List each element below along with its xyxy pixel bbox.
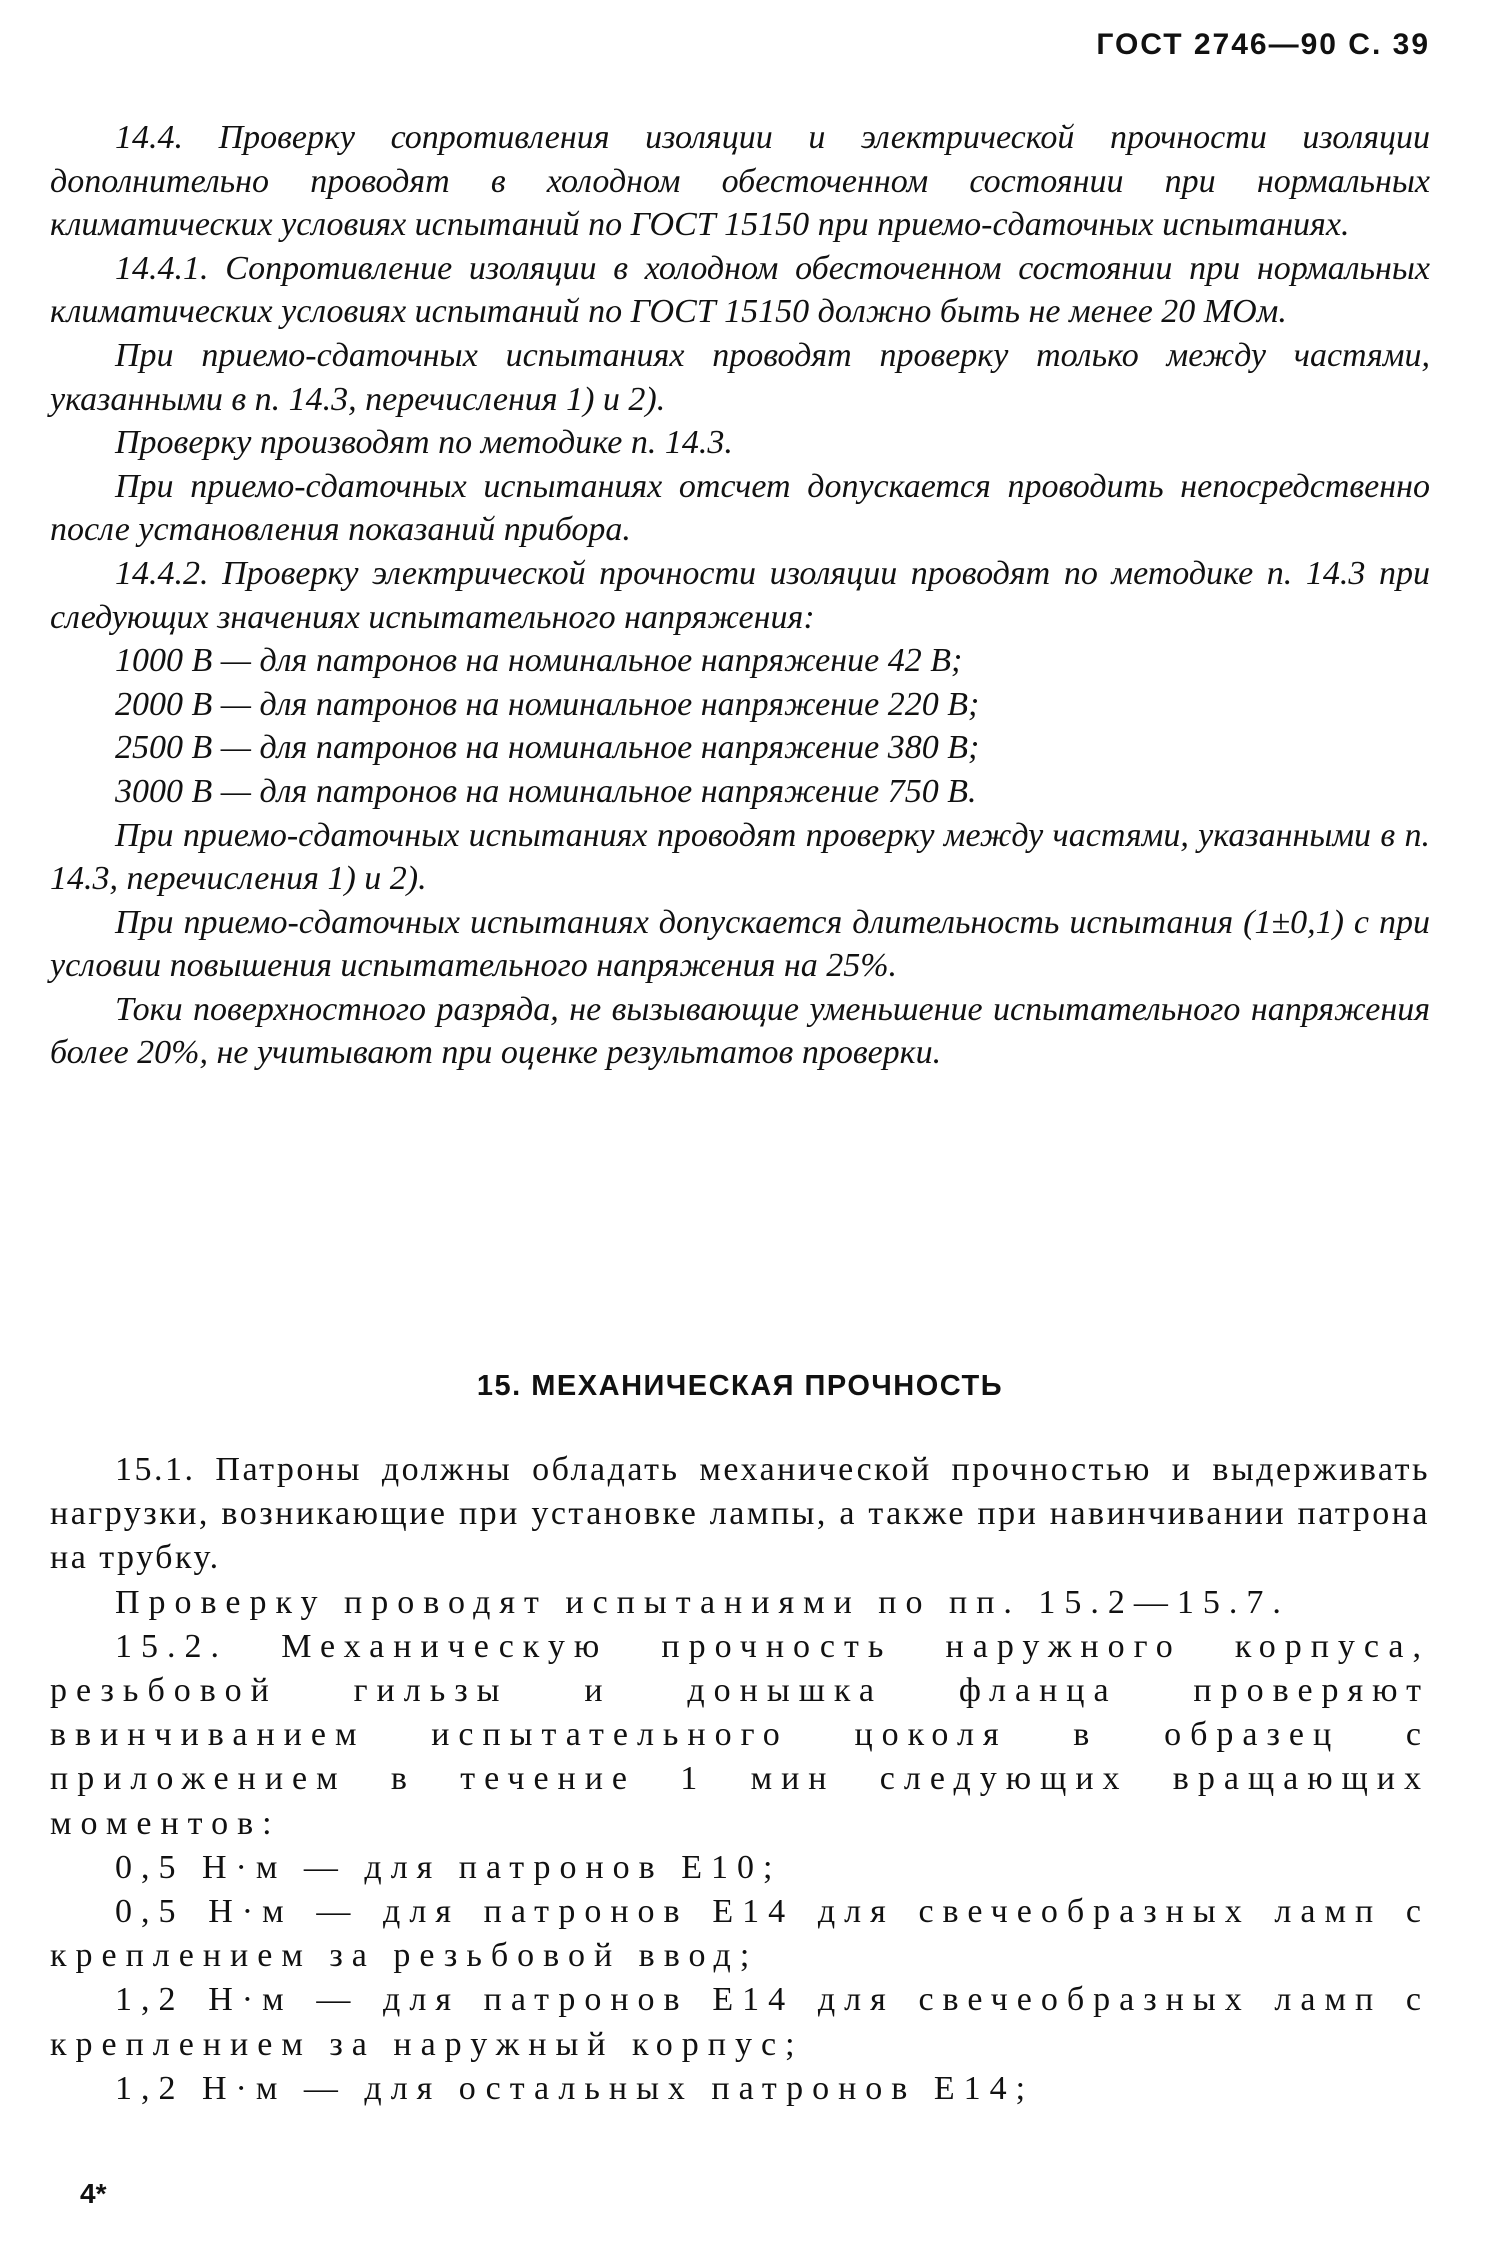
paragraph: Проверку производят по методике п. 14.3. <box>115 424 733 462</box>
paragraph-15-2: 15.2. Механическую прочность наружного корпуса, резьбовой гильзы и донышка фланца проверяют ввинчиванием испытательного цоколя в образец с приложением в течение 1 мин следующих вращающих моментов: <box>50 1627 1430 1842</box>
paragraph-14-4-2: 14.4.2. Проверку электрической прочности изоляции проводят по методике п. 14.3 при следующих значениях испытательного напряжения: <box>50 554 1430 636</box>
running-header: ГОСТ 2746—90 С. 39 <box>1096 28 1430 61</box>
list-item: 2500 В — для патронов на номинальное напряжение 380 В; <box>115 729 980 767</box>
list-item: 1,2 Н·м — для патронов Е14 для свечеобразных ламп с креплением за наружный корпус; <box>50 1981 1430 2063</box>
list-item: 0,5 Н·м — для патронов Е14 для свечеобразных ламп с креплением за резьбовой ввод; <box>50 1893 1430 1975</box>
list-item: 1000 В — для патронов на номинальное напряжение 42 В; <box>115 642 963 680</box>
paragraph-14-4: 14.4. Проверку сопротивления изоляции и электрической прочности изоляции дополнительно проводят в холодном обесточенном состоянии при нормальных климатических условиях испытаний по ГОСТ 15150 при приемо-сдаточных испытаниях. <box>50 119 1430 244</box>
section-14-text <box>50 116 1430 1075</box>
signature-mark: 4* <box>80 2178 107 2209</box>
paragraph-14-4-1: 14.4.1. Сопротивление изоляции в холодном обесточенном состоянии при нормальных климатических условиях испытаний по ГОСТ 15150 должно быть не менее 20 МОм. <box>50 249 1430 331</box>
list-item: 1,2 Н·м — для остальных патронов Е14; <box>115 2069 1035 2107</box>
paragraph: Проверку проводят испытаниями по пп. 15.2—15.7. <box>115 1583 1290 1621</box>
document-page <box>50 0 1430 2243</box>
paragraph: При приемо-сдаточных испытаниях допускается длительность испытания (1±0,1) с при условии повышения испытательного напряжения на 25%. <box>50 903 1430 985</box>
list-item: 2000 В — для патронов на номинальное напряжение 220 В; <box>115 685 980 723</box>
paragraph: При приемо-сдаточных испытаниях отсчет допускается проводить непосредственно после установления показаний прибора. <box>50 467 1430 549</box>
list-item: 0,5 Н·м — для патронов Е10; <box>115 1848 782 1886</box>
paragraph-15-1: 15.1. Патроны должны обладать механической прочностью и выдерживать нагрузки, возникающие при установке лампы, а также при навинчивании патрона на трубку. <box>50 1451 1430 1577</box>
paragraph: При приемо-сдаточных испытаниях проводят проверку только между частями, указанными в п. 14.3, перечисления 1) и 2). <box>50 336 1430 418</box>
paragraph: Токи поверхностного разряда, не вызывающие уменьшение испытательного напряжения более 20%, не учитывают при оценке результатов проверки. <box>50 990 1430 1072</box>
section-15-text <box>50 1448 1430 2111</box>
paragraph: При приемо-сдаточных испытаниях проводят проверку между частями, указанными в п. 14.3, перечисления 1) и 2). <box>50 816 1430 898</box>
list-item: 3000 В — для патронов на номинальное напряжение 750 В. <box>115 772 977 810</box>
section-heading: 15. МЕХАНИЧЕСКАЯ ПРОЧНОСТЬ <box>476 1370 1004 1402</box>
